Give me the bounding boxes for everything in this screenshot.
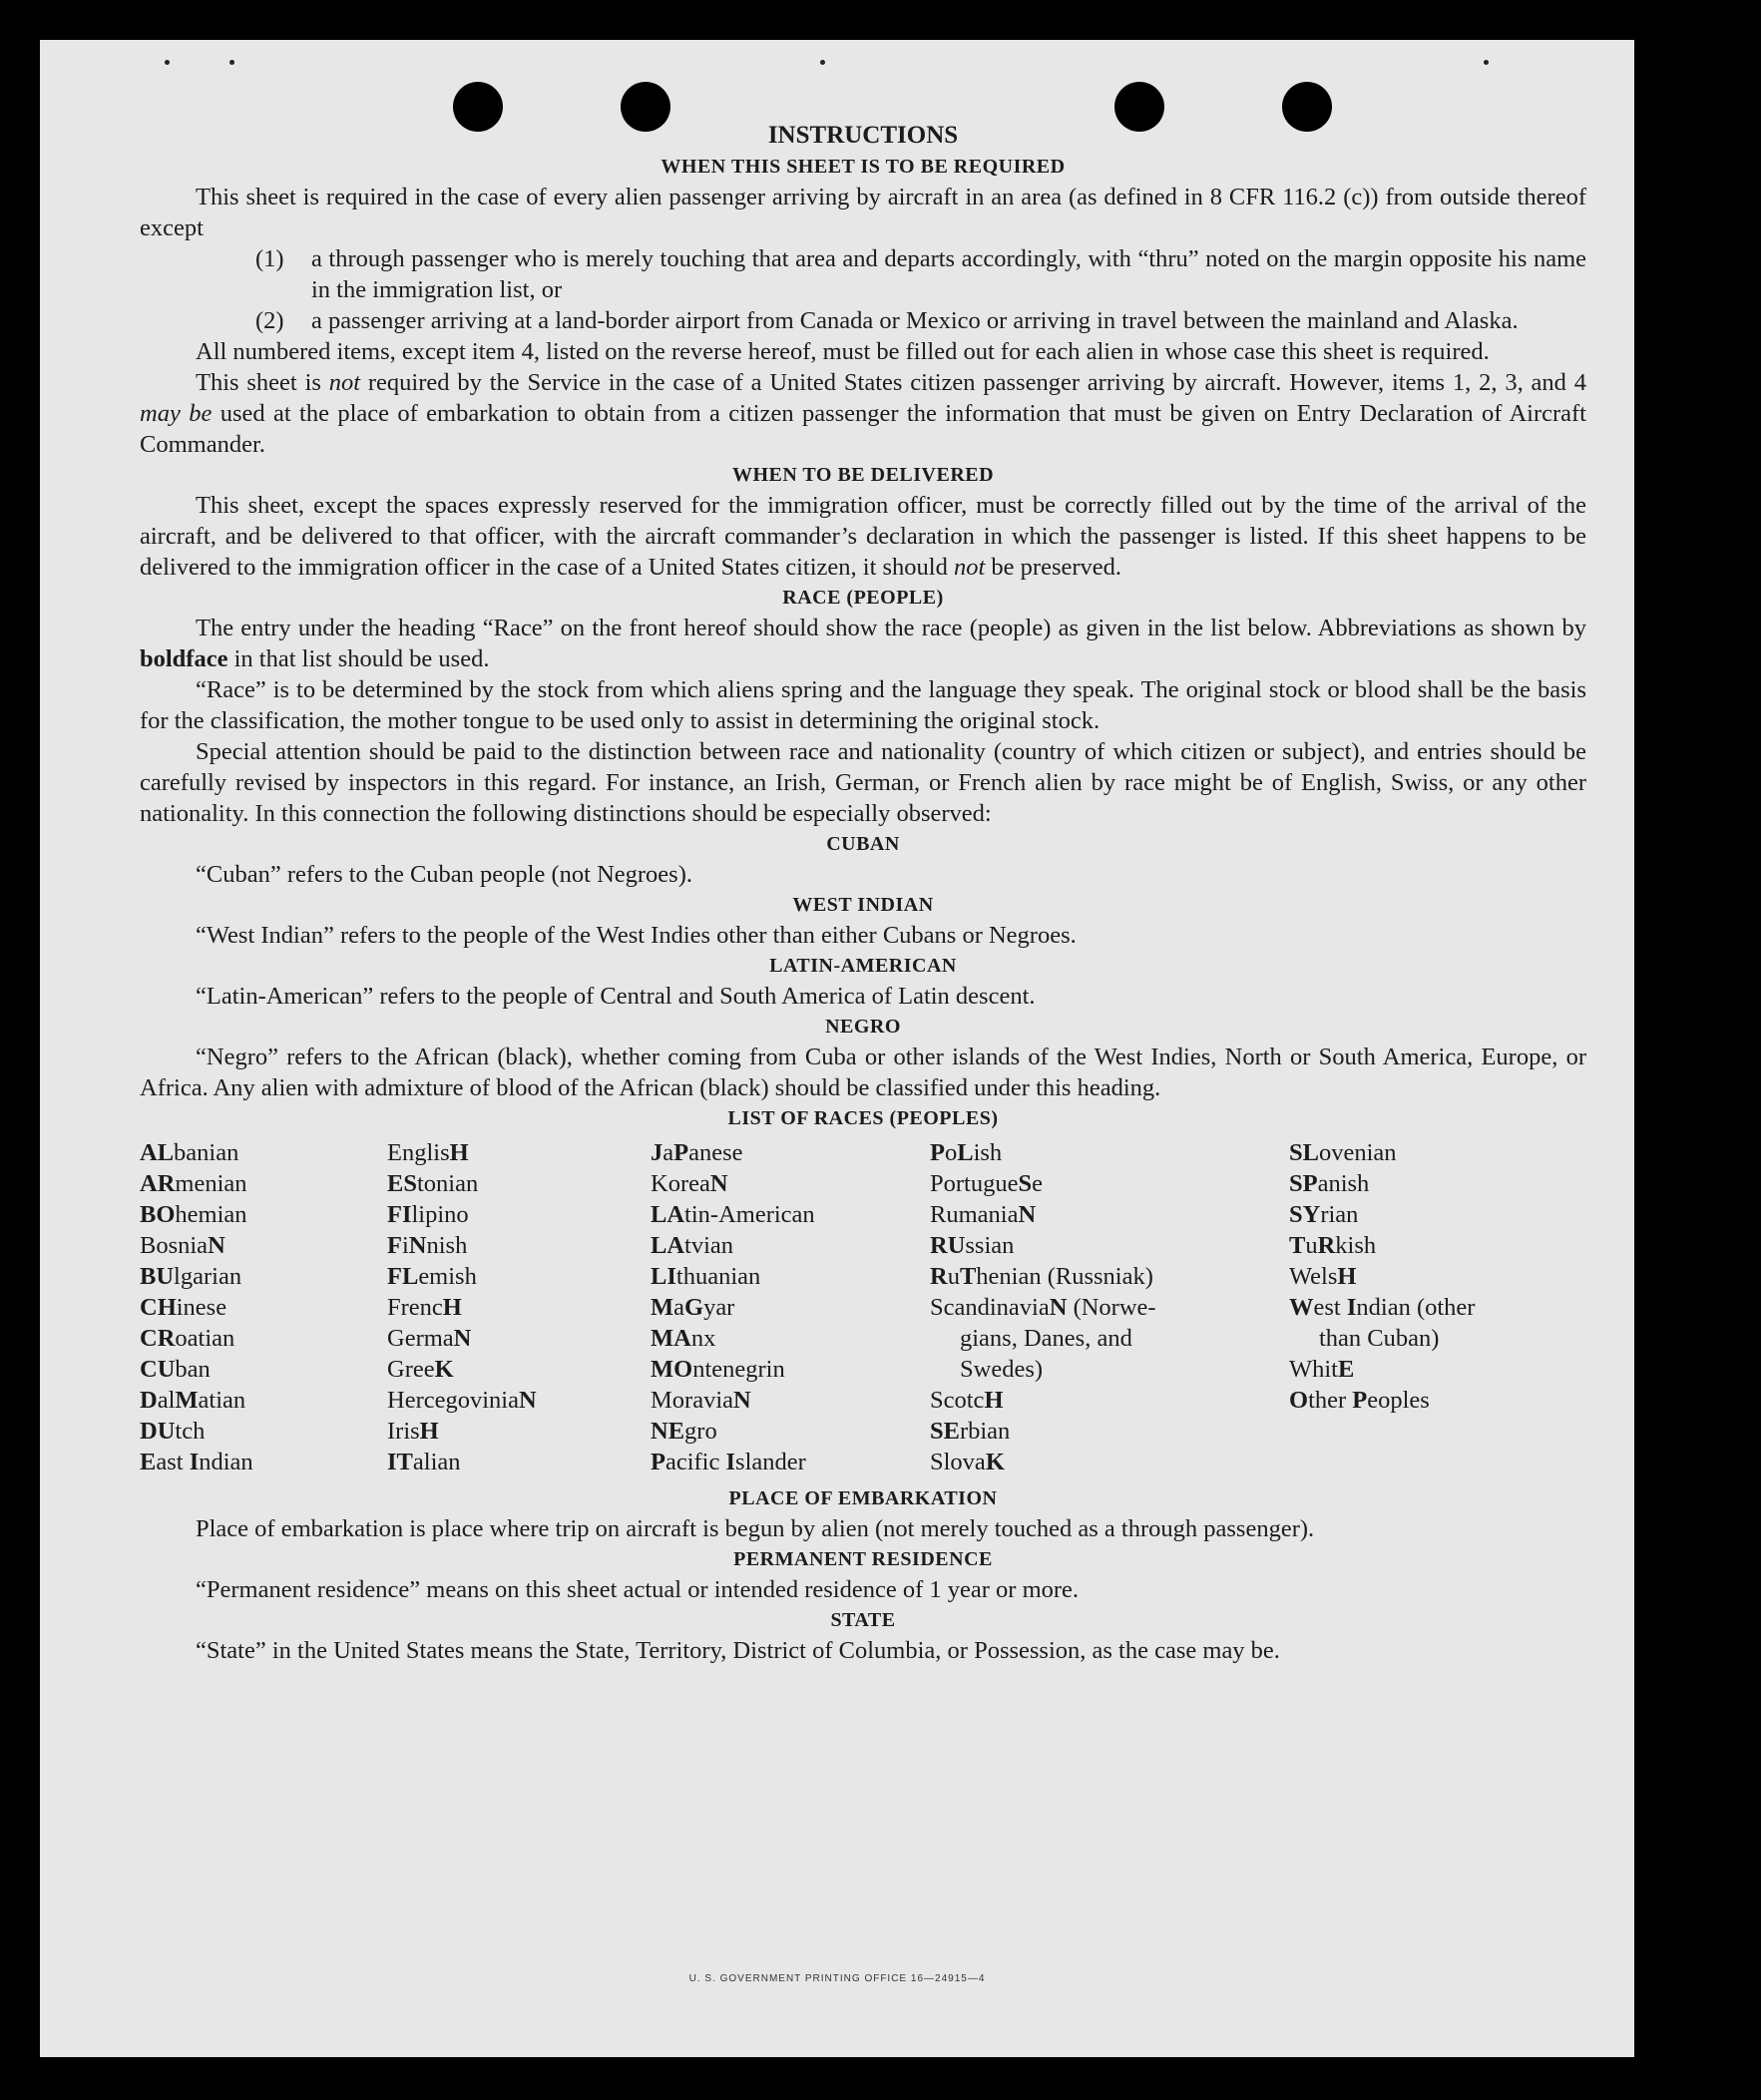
race-text: Moravia <box>651 1387 733 1414</box>
race-text: eoples <box>1367 1387 1430 1414</box>
page-title: INSTRUCTIONS <box>767 122 959 149</box>
section-heading: STATE <box>830 1609 896 1631</box>
abbrev-letters: N <box>709 1170 728 1197</box>
abbrev-letters: SL <box>1289 1139 1319 1166</box>
race-text: kish <box>1335 1232 1377 1259</box>
race-entry <box>930 1323 1289 1354</box>
race-entry <box>651 1292 930 1323</box>
race-column <box>387 1137 651 1477</box>
abbrev-letters: SP <box>1289 1170 1318 1197</box>
race-entry <box>387 1323 651 1354</box>
race-text: than Cuban) <box>1319 1325 1440 1352</box>
race-entry <box>651 1261 930 1292</box>
paragraph: This sheet is required in the case of every alien passenger arriving by aircraft in an area (as defined in 8 CFR 116.2 (c)) from outside thereof except <box>140 184 1586 241</box>
text-run: required by the Service in the case of a United States citizen passenger arriving by aircraft. However, items 1, 2, 3, and 4 <box>360 369 1586 396</box>
race-entry <box>651 1199 930 1230</box>
race-text: rian <box>1320 1201 1359 1228</box>
race-text: ther <box>1308 1387 1353 1414</box>
race-entry <box>930 1168 1289 1199</box>
race-entry <box>651 1447 930 1477</box>
race-text: Scotc <box>930 1387 985 1414</box>
abbrev-letters: W <box>1289 1294 1314 1321</box>
race-entry <box>930 1261 1289 1292</box>
race-entry <box>140 1230 387 1261</box>
abbrev-letters: P <box>1352 1387 1368 1414</box>
abbrev-letters: CH <box>140 1294 177 1321</box>
abbrev-letters: BU <box>140 1263 175 1290</box>
race-text: ast <box>156 1449 190 1475</box>
paragraph: “Cuban” refers to the Cuban people (not Negroes). <box>196 861 692 888</box>
race-entry <box>140 1292 387 1323</box>
race-text: Portugue <box>930 1170 1019 1197</box>
list-item <box>255 305 1586 336</box>
abbrev-letters: BO <box>140 1201 176 1228</box>
paragraph: Place of embarkation is place where trip on aircraft is begun by alien (not merely touched as a through passenger). <box>196 1515 1315 1542</box>
abbrev-letters: K <box>985 1449 1005 1475</box>
race-text: Korea <box>651 1170 710 1197</box>
race-entry <box>930 1385 1289 1416</box>
abbrev-letters: SY <box>1289 1201 1321 1228</box>
race-entry <box>1289 1292 1586 1323</box>
race-entry <box>1289 1199 1586 1230</box>
section-heading: LIST OF RACES (PEOPLES) <box>727 1107 999 1129</box>
section-heading: CUBAN <box>826 833 900 855</box>
race-text: menian <box>175 1170 247 1197</box>
abbrev-letters: LI <box>651 1263 676 1290</box>
race-text: Slova <box>930 1449 986 1475</box>
abbrev-letters: I <box>189 1449 200 1475</box>
race-text: o <box>944 1139 958 1166</box>
paragraph: “West Indian” refers to the people of the West Indies other than either Cubans or Negroes. <box>196 922 1077 949</box>
section-heading: WHEN TO BE DELIVERED <box>731 464 995 486</box>
abbrev-letters: H <box>442 1294 462 1321</box>
race-entry <box>1289 1385 1586 1416</box>
race-entry <box>140 1447 387 1477</box>
race-entry <box>140 1385 387 1416</box>
abbrev-letters: K <box>434 1356 454 1383</box>
race-text: ovenian <box>1318 1139 1397 1166</box>
abbrev-letters: N <box>453 1325 472 1352</box>
abbrev-letters: H <box>419 1418 439 1445</box>
item-number: (2) <box>255 307 284 334</box>
section-heading: PLACE OF EMBARKATION <box>728 1487 998 1509</box>
abbrev-letters: S <box>1018 1170 1033 1197</box>
race-column <box>930 1137 1289 1477</box>
abbrev-letters: M <box>175 1387 199 1414</box>
race-entry <box>651 1385 930 1416</box>
abbrev-letters: N <box>208 1232 225 1259</box>
abbrev-letters: M <box>651 1294 674 1321</box>
race-text: anish <box>1317 1170 1370 1197</box>
race-entry <box>387 1168 651 1199</box>
abbrev-letters: J <box>651 1139 663 1166</box>
abbrev-letters: P <box>651 1449 665 1475</box>
race-column <box>140 1137 387 1477</box>
paragraph <box>140 613 1586 674</box>
race-entry <box>387 1199 651 1230</box>
race-entry <box>651 1168 930 1199</box>
abbrev-letters: CR <box>140 1325 176 1352</box>
paragraph: “Race” is to be determined by the stock from which aliens spring and the language they speak. The original stock or blood shall be the basis for the classification, the mother tongue to be used only to assist in determining the original stock. <box>140 676 1586 734</box>
race-entry <box>140 1354 387 1385</box>
race-text: Swedes) <box>960 1356 1044 1383</box>
race-text: ntenegrin <box>692 1356 785 1383</box>
item-number: (1) <box>255 245 284 272</box>
race-text: u <box>947 1263 960 1290</box>
document-page <box>40 40 1634 2057</box>
section-heading: LATIN-AMERICAN <box>769 955 957 977</box>
speck <box>165 60 170 65</box>
race-text: slander <box>735 1449 806 1475</box>
race-text: lipino <box>411 1201 469 1228</box>
race-text: inese <box>176 1294 227 1321</box>
abbrev-letters: LA <box>651 1201 685 1228</box>
abbrev-letters: F <box>387 1232 402 1259</box>
printer-imprint: U. S. GOVERNMENT PRINTING OFFICE 16—24915—4 <box>688 1973 986 1984</box>
abbrev-letters: I <box>725 1449 736 1475</box>
abbrev-letters: AR <box>140 1170 176 1197</box>
race-text: Scandinavia <box>930 1294 1050 1321</box>
abbrev-letters: MO <box>651 1356 693 1383</box>
race-text: Hercegovinia <box>387 1387 519 1414</box>
item-text: a passenger arriving at a land-border airport from Canada or Mexico or arriving in travel between the mainland and Alaska. <box>311 307 1519 334</box>
race-text: banian <box>174 1139 239 1166</box>
abbrev-letters: H <box>1337 1263 1357 1290</box>
paragraph: “Permanent residence” means on this sheet actual or intended residence of 1 year or more. <box>196 1576 1080 1603</box>
abbrev-letters: E <box>140 1449 157 1475</box>
race-text: Gree <box>387 1356 435 1383</box>
race-text: Frenc <box>387 1294 443 1321</box>
abbrev-letters: H <box>449 1139 469 1166</box>
race-text: thuanian <box>675 1263 761 1290</box>
paragraph: “Latin-American” refers to the people of Central and South America of Latin descent. <box>196 983 1036 1010</box>
race-text: ban <box>175 1356 211 1383</box>
section-heading: RACE (PEOPLE) <box>782 587 944 609</box>
race-text: nx <box>690 1325 716 1352</box>
text-run: This sheet is <box>196 369 329 396</box>
bold-run: boldface <box>140 645 228 672</box>
race-text: Wels <box>1289 1263 1338 1290</box>
race-text: Bosnia <box>140 1232 209 1259</box>
race-entry <box>930 1447 1289 1477</box>
race-entry <box>651 1137 930 1168</box>
race-text: tonian <box>416 1170 479 1197</box>
race-entry <box>930 1354 1289 1385</box>
race-text: alian <box>412 1449 461 1475</box>
race-entry <box>387 1230 651 1261</box>
race-entry <box>387 1416 651 1447</box>
italic-run: not <box>953 554 986 581</box>
race-entry <box>140 1199 387 1230</box>
race-text: emish <box>418 1263 477 1290</box>
race-entry <box>651 1416 930 1447</box>
abbrev-letters: FI <box>387 1201 412 1228</box>
paragraph <box>140 367 1586 460</box>
paragraph <box>140 490 1586 583</box>
race-text: (Norwe- <box>1067 1294 1156 1321</box>
abbrev-letters: MA <box>651 1325 691 1352</box>
paragraph: All numbered items, except item 4, listed on the reverse hereof, must be filled out for each alien in whose case this sheet is required. <box>196 338 1490 365</box>
race-text: tch <box>175 1418 206 1445</box>
race-text: est <box>1313 1294 1347 1321</box>
race-entry <box>1289 1230 1586 1261</box>
race-entry <box>387 1447 651 1477</box>
race-text: Germa <box>387 1325 454 1352</box>
race-entry <box>1289 1137 1586 1168</box>
race-entry <box>651 1323 930 1354</box>
race-text: ssian <box>965 1232 1015 1259</box>
race-text: atian <box>198 1387 246 1414</box>
section-heading: NEGRO <box>825 1016 901 1038</box>
abbrev-letters: FL <box>387 1263 419 1290</box>
race-entry <box>140 1168 387 1199</box>
race-text: tvian <box>684 1232 734 1259</box>
race-text: Iris <box>387 1418 420 1445</box>
text-run: be preserved. <box>985 554 1122 581</box>
abbrev-letters: LA <box>651 1232 685 1259</box>
race-entry <box>387 1137 651 1168</box>
abbrev-letters: R <box>1317 1232 1336 1259</box>
race-entry <box>140 1137 387 1168</box>
race-text: e <box>1032 1170 1043 1197</box>
italic-run: not <box>328 369 361 396</box>
race-entry <box>387 1385 651 1416</box>
race-text: ish <box>973 1139 1003 1166</box>
abbrev-letters: N <box>733 1387 751 1414</box>
race-entry <box>1289 1354 1586 1385</box>
abbrev-letters: CU <box>140 1356 176 1383</box>
race-column <box>1289 1137 1586 1477</box>
race-text: anese <box>688 1139 743 1166</box>
race-entry <box>930 1230 1289 1261</box>
race-text: gians, Danes, and <box>960 1325 1132 1352</box>
text-run: This sheet, except the spaces expressly reserved for the immigration officer, must be correctly filled out by the time of the arrival of the aircraft, and be delivered to that officer, with the aircraft commander’s declaration in which the passenger is listed. If this sheet happens to be delivered to the immigration officer in the case of a United States citizen, it should <box>140 492 1586 581</box>
race-entry <box>1289 1323 1586 1354</box>
race-text: gro <box>684 1418 717 1445</box>
paragraph: Special attention should be paid to the distinction between race and nationality (country of which citizen or subject), and entries should be carefully revised by inspectors in this regard. For instance, an Irish, German, or French alien by race might be of English, Swiss, or any other nationality. In this connection the following distinctions should be especially observed: <box>140 738 1586 827</box>
race-text: ndian (other <box>1356 1294 1476 1321</box>
race-text: lgarian <box>174 1263 242 1290</box>
abbrev-letters: R <box>930 1263 948 1290</box>
race-entry <box>387 1292 651 1323</box>
paragraph: “Negro” refers to the African (black), whether coming from Cuba or other islands of the West Indies, North or South America, Europe, or Africa. Any alien with admixture of blood of the African (black) should be classified under this heading. <box>140 1044 1586 1101</box>
abbrev-letters: ES <box>387 1170 417 1197</box>
race-text: tin-American <box>684 1201 815 1228</box>
section-heading: WHEN THIS SHEET IS TO BE REQUIRED <box>660 156 1066 178</box>
abbrev-letters: L <box>957 1139 974 1166</box>
abbrev-letters: IT <box>387 1449 413 1475</box>
list-item <box>255 243 1586 305</box>
abbrev-letters: G <box>684 1294 704 1321</box>
race-text: henian (Russniak) <box>976 1263 1153 1290</box>
abbrev-letters: DU <box>140 1418 176 1445</box>
race-text: oatian <box>175 1325 235 1352</box>
abbrev-letters: NE <box>651 1418 685 1445</box>
race-text: Englis <box>387 1139 450 1166</box>
race-entry <box>651 1354 930 1385</box>
race-list <box>140 1137 1586 1477</box>
abbrev-letters: O <box>1289 1387 1309 1414</box>
abbrev-letters: N <box>1049 1294 1068 1321</box>
race-entry <box>1289 1168 1586 1199</box>
race-text: acific <box>664 1449 726 1475</box>
abbrev-letters: T <box>959 1263 977 1290</box>
text-run: used at the place of embarkation to obtain from a citizen passenger the information that must be given on Entry Declaration of Aircraft Commander. <box>140 400 1586 458</box>
race-text: ndian <box>199 1449 253 1475</box>
abbrev-letters: P <box>673 1139 689 1166</box>
section-heading: WEST INDIAN <box>792 894 934 916</box>
race-text: u <box>1305 1232 1318 1259</box>
abbrev-letters: N <box>518 1387 537 1414</box>
race-entry <box>140 1323 387 1354</box>
race-entry <box>930 1137 1289 1168</box>
instructions-content <box>140 120 1586 1666</box>
abbrev-letters: N <box>408 1232 427 1259</box>
italic-run: may be <box>140 400 213 427</box>
race-text: yar <box>703 1294 735 1321</box>
race-column <box>651 1137 930 1477</box>
race-text: nish <box>426 1232 468 1259</box>
race-text: Whit <box>1289 1356 1338 1383</box>
speck <box>229 60 234 65</box>
race-entry <box>387 1354 651 1385</box>
race-text: i <box>401 1232 409 1259</box>
speck <box>1484 60 1489 65</box>
race-entry <box>387 1261 651 1292</box>
item-text: a through passenger who is merely touching that area and departs accordingly, with “thru” noted on the margin opposite his name in the immigration list, or <box>311 245 1586 303</box>
race-entry <box>140 1261 387 1292</box>
abbrev-letters: RU <box>930 1232 966 1259</box>
race-entry <box>140 1416 387 1447</box>
paragraph: “State” in the United States means the State, Territory, District of Columbia, or Possession, as the case may be. <box>196 1637 1280 1664</box>
abbrev-letters: AL <box>140 1139 175 1166</box>
section-heading: PERMANENT RESIDENCE <box>733 1548 993 1570</box>
abbrev-letters: P <box>930 1139 945 1166</box>
text-run: in that list should be used. <box>227 645 490 672</box>
race-text: Rumania <box>930 1201 1019 1228</box>
race-text: hemian <box>175 1201 247 1228</box>
race-entry <box>930 1199 1289 1230</box>
text-run: The entry under the heading “Race” on the front hereof should show the race (people) as given in the list below. Abbreviations as shown by <box>196 615 1586 641</box>
race-entry <box>1289 1261 1586 1292</box>
race-text: rbian <box>959 1418 1011 1445</box>
race-text: a <box>662 1139 674 1166</box>
race-text: al <box>157 1387 176 1414</box>
speck <box>820 60 825 65</box>
abbrev-letters: SE <box>930 1418 960 1445</box>
race-entry <box>651 1230 930 1261</box>
abbrev-letters: E <box>1338 1356 1355 1383</box>
abbrev-letters: D <box>140 1387 158 1414</box>
abbrev-letters: H <box>984 1387 1004 1414</box>
abbrev-letters: I <box>1346 1294 1357 1321</box>
abbrev-letters: N <box>1018 1201 1037 1228</box>
abbrev-letters: T <box>1289 1232 1306 1259</box>
race-entry <box>930 1416 1289 1447</box>
race-entry <box>930 1292 1289 1323</box>
race-text: a <box>673 1294 684 1321</box>
